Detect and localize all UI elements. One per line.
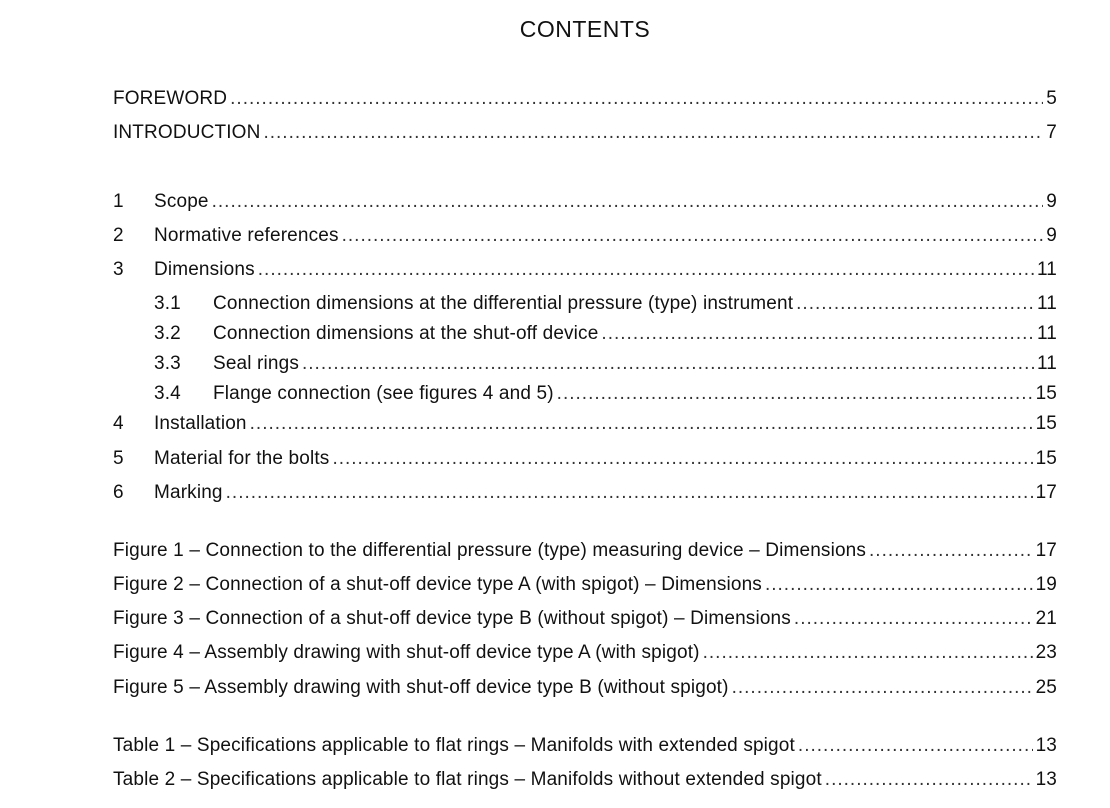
dot-leader <box>258 259 1034 281</box>
toc-entry-section-3[interactable] <box>113 259 1057 281</box>
toc-page-number: 9 <box>1046 191 1057 212</box>
toc-page-number: 15 <box>1035 383 1057 404</box>
toc-section-number: 2 <box>113 225 124 246</box>
toc-entry-foreword[interactable] <box>113 88 1057 110</box>
toc-entry-label: Figure 4 – Assembly drawing with shut-off device type A (with spigot) <box>113 642 700 663</box>
dot-leader <box>703 642 1033 664</box>
toc-entry-figure-3[interactable] <box>113 608 1057 630</box>
toc-page-number: 13 <box>1035 769 1057 790</box>
toc-entry-label: FOREWORD <box>113 88 228 109</box>
toc-entry-figure-4[interactable] <box>113 642 1057 664</box>
toc-entry-figure-1[interactable] <box>113 540 1057 562</box>
toc-page-number: 15 <box>1035 413 1057 434</box>
toc-entry-label: Dimensions <box>154 259 255 280</box>
toc-page-number: 21 <box>1035 608 1057 629</box>
toc-entry-section-6[interactable] <box>113 482 1057 504</box>
toc-entry-label: Marking <box>154 482 223 503</box>
dot-leader <box>798 735 1033 757</box>
toc-entry-label: Figure 2 – Connection of a shut-off device type A (with spigot) – Dimensions <box>113 574 762 595</box>
dot-leader <box>263 122 1043 144</box>
toc-entry-section-3-3[interactable] <box>154 353 1057 375</box>
toc-section-number: 4 <box>113 413 124 434</box>
toc-entry-label: Normative references <box>154 225 339 246</box>
toc-entry-section-3-1[interactable] <box>154 293 1057 315</box>
toc-entry-label: Connection dimensions at the shut-off device <box>213 323 599 344</box>
toc-section-number: 3.4 <box>154 383 181 404</box>
toc-page-number: 11 <box>1036 293 1057 314</box>
toc-entry-section-2[interactable] <box>113 225 1057 247</box>
toc-entry-section-3-2[interactable] <box>154 323 1057 345</box>
toc-entry-table-2[interactable] <box>113 769 1057 791</box>
toc-entry-label: Scope <box>154 191 209 212</box>
toc-entry-label: Figure 3 – Connection of a shut-off device type B (without spigot) – Dimensions <box>113 608 791 629</box>
dot-leader <box>557 383 1033 405</box>
toc-entry-section-4[interactable] <box>113 413 1057 435</box>
toc-page-number: 17 <box>1035 540 1057 561</box>
toc-entry-label: Seal rings <box>213 353 299 374</box>
toc-entry-figure-2[interactable] <box>113 574 1057 596</box>
toc-entry-label: Installation <box>154 413 247 434</box>
toc-page-number: 17 <box>1035 482 1057 503</box>
dot-leader <box>332 448 1032 470</box>
toc-entry-figure-5[interactable] <box>113 677 1057 699</box>
toc-section-number: 5 <box>113 448 124 469</box>
toc-section-number: 3.1 <box>154 293 181 314</box>
toc-entry-label: Table 1 – Specifications applicable to flat rings – Manifolds with extended spigot <box>113 735 795 756</box>
toc-page-number: 25 <box>1035 677 1057 698</box>
toc-entry-section-3-4[interactable] <box>154 383 1057 405</box>
dot-leader <box>212 191 1044 213</box>
toc-entry-label: Table 2 – Specifications applicable to flat rings – Manifolds without extended spigot <box>113 769 822 790</box>
toc-page-number: 11 <box>1036 259 1057 280</box>
toc-entry-label: Flange connection (see figures 4 and 5) <box>213 383 554 404</box>
toc-page-number: 5 <box>1046 88 1057 109</box>
dot-leader <box>250 413 1033 435</box>
dot-leader <box>601 323 1034 345</box>
toc-section-number: 3.2 <box>154 323 181 344</box>
toc-page-number: 7 <box>1046 122 1057 143</box>
dot-leader <box>342 225 1044 247</box>
toc-entry-label: Connection dimensions at the differential pressure (type) instrument <box>213 293 794 314</box>
dot-leader <box>869 540 1033 562</box>
toc-page-number: 23 <box>1035 642 1057 663</box>
toc-page-number: 15 <box>1035 448 1057 469</box>
dot-leader <box>794 608 1033 630</box>
toc-entry-section-1[interactable] <box>113 191 1057 213</box>
toc-page-number: 13 <box>1035 735 1057 756</box>
toc-entry-label: Material for the bolts <box>154 448 330 469</box>
dot-leader <box>230 88 1043 110</box>
dot-leader <box>825 769 1033 791</box>
toc-section-number: 3.3 <box>154 353 181 374</box>
dot-leader <box>796 293 1034 315</box>
dot-leader <box>302 353 1034 375</box>
toc-section-number: 6 <box>113 482 124 503</box>
toc-entry-section-5[interactable] <box>113 448 1057 470</box>
toc-entry-introduction[interactable] <box>113 122 1057 144</box>
toc-entry-label: Figure 1 – Connection to the differential pressure (type) measuring device – Dimensions <box>113 540 867 561</box>
toc-page-number: 9 <box>1046 225 1057 246</box>
dot-leader <box>765 574 1033 596</box>
toc-entry-label: Figure 5 – Assembly drawing with shut-off device type B (without spigot) <box>113 677 729 698</box>
dot-leader <box>732 677 1033 699</box>
toc-entry-table-1[interactable] <box>113 735 1057 757</box>
toc-page-number: 11 <box>1036 353 1057 374</box>
page-title: CONTENTS <box>519 16 651 42</box>
toc-page-number: 11 <box>1036 323 1057 344</box>
toc-section-number: 3 <box>113 259 124 280</box>
dot-leader <box>226 482 1033 504</box>
toc-section-number: 1 <box>113 191 124 212</box>
toc-entry-label: INTRODUCTION <box>113 122 261 143</box>
toc-page-number: 19 <box>1035 574 1057 595</box>
